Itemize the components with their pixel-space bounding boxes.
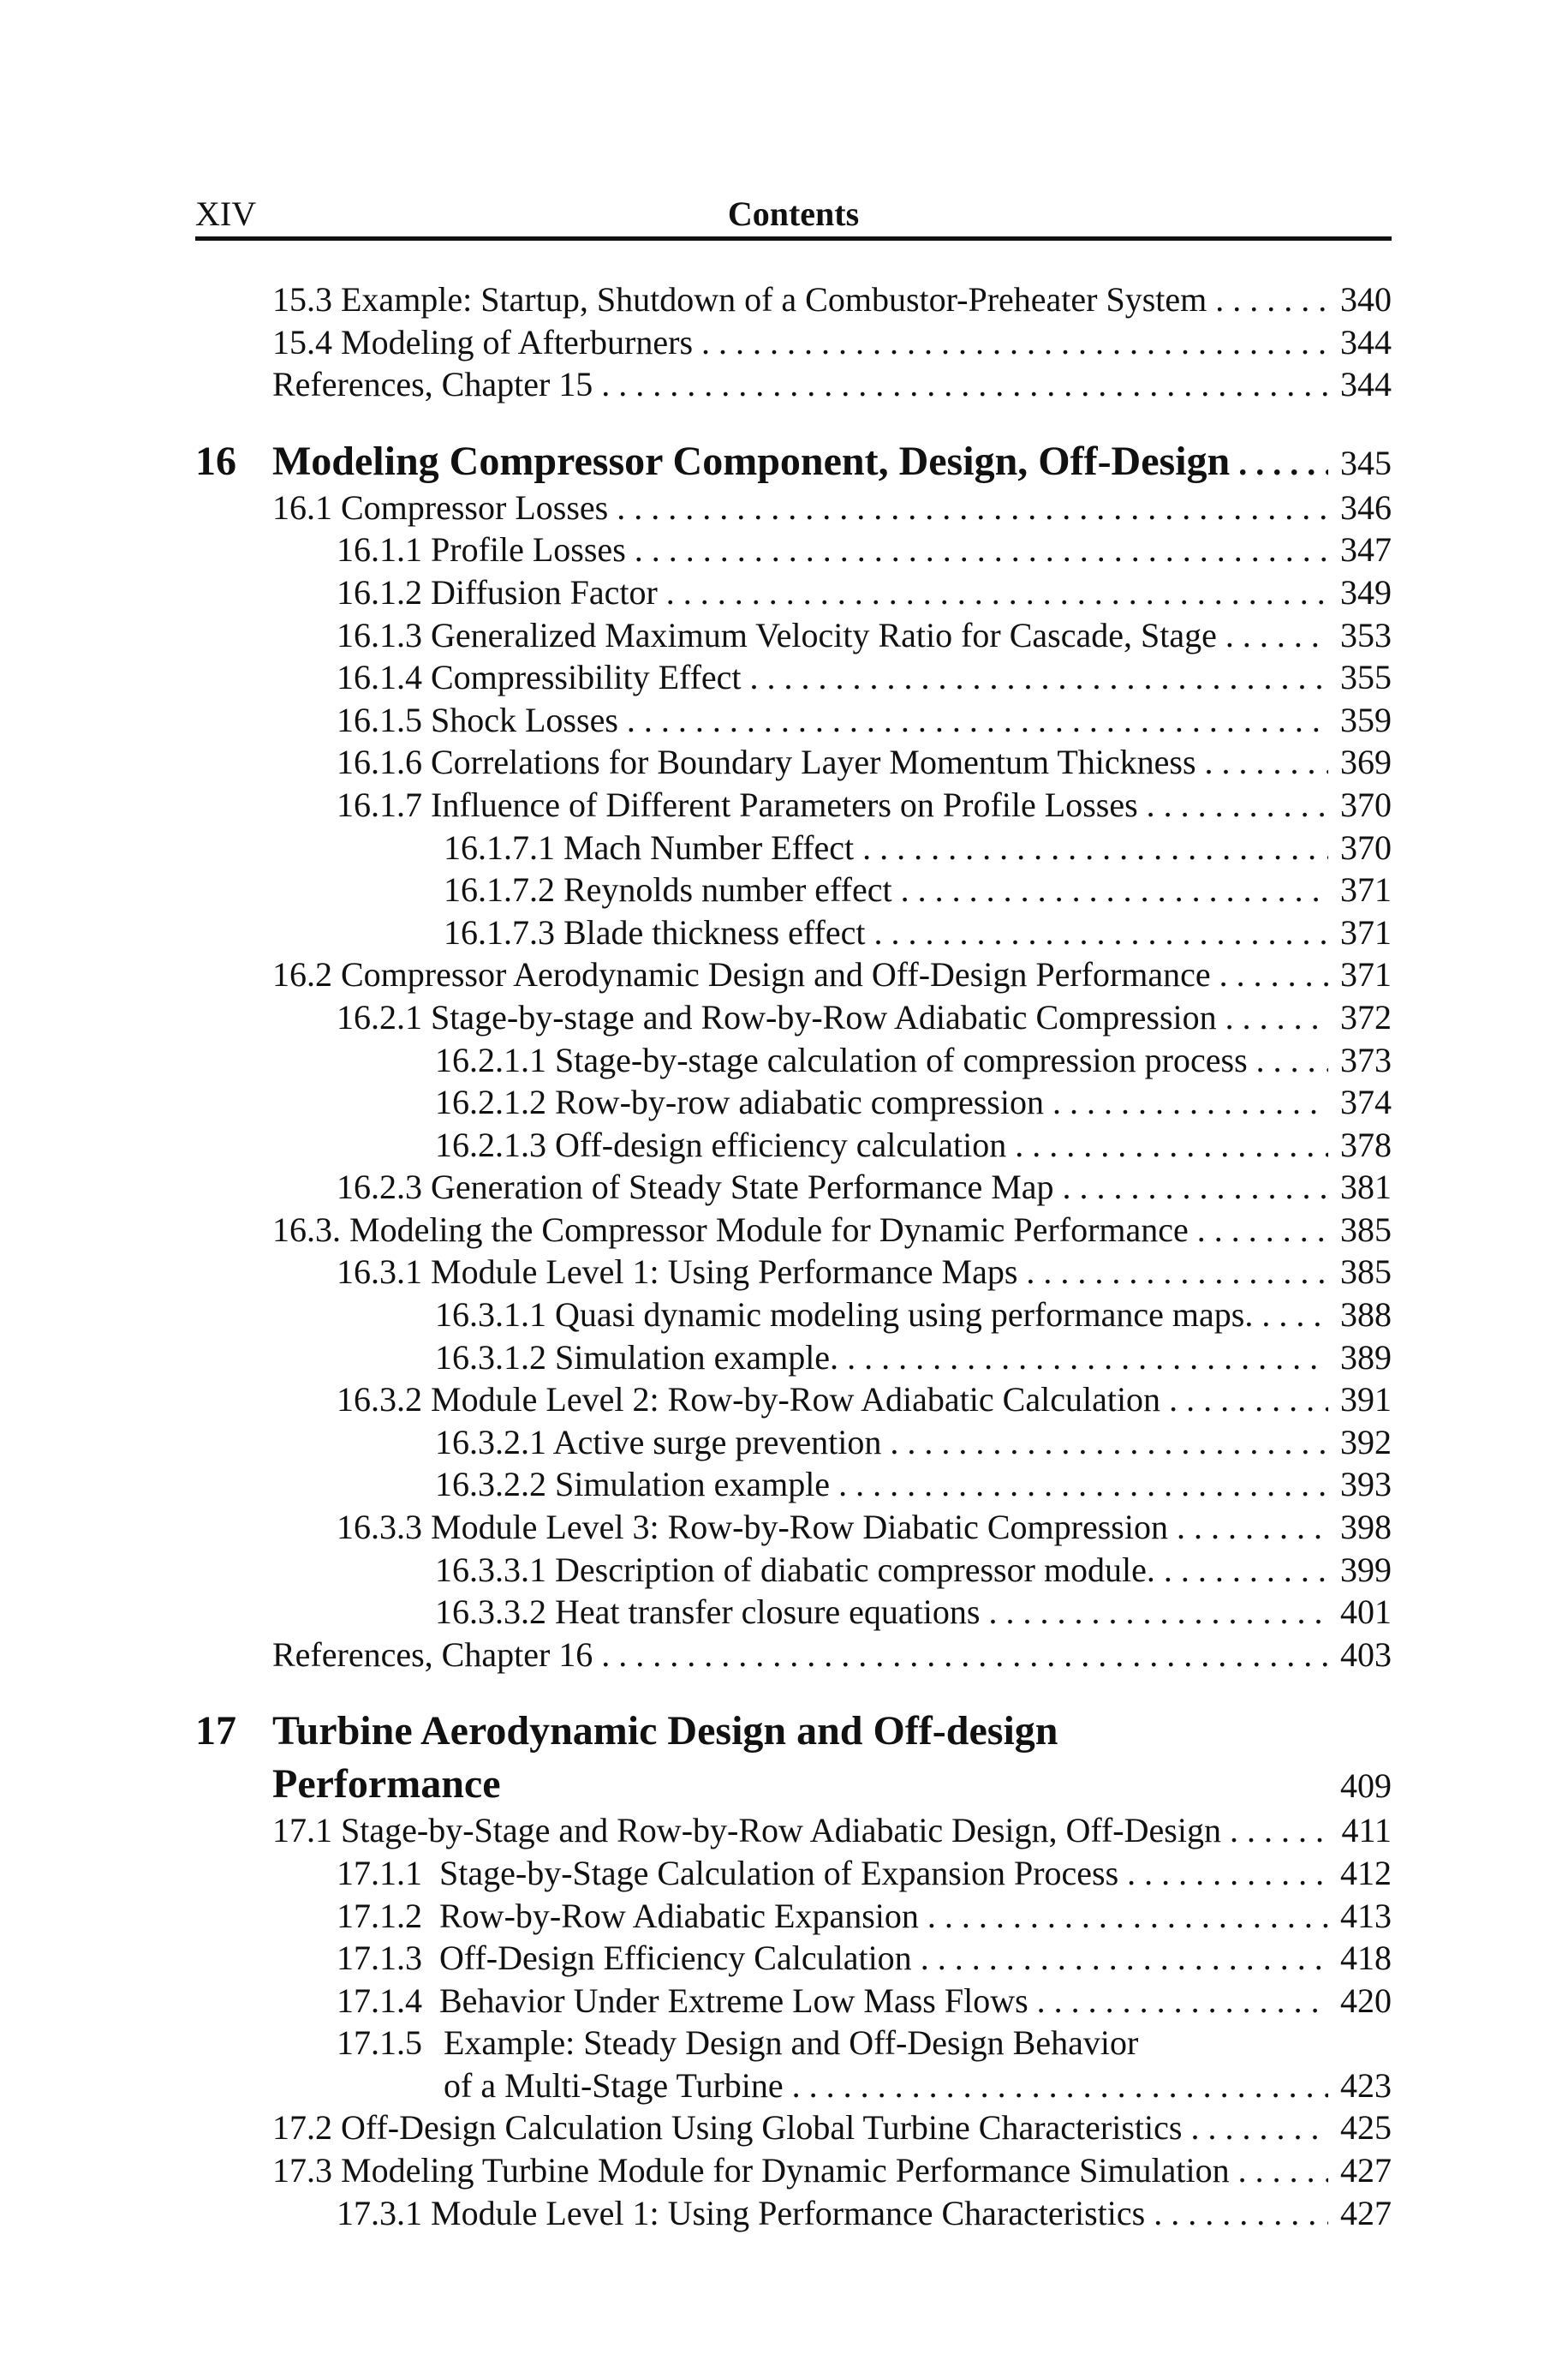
toc-entry[interactable]: 17.2 Off-Design Calculation Using Global Turbine Characteristics . . . 425 — [195, 2107, 1392, 2150]
toc-entry[interactable]: 16.3.1 Module Level 1: Using Performance Maps . . . 385 — [195, 1252, 1392, 1294]
toc-entry[interactable]: 16.3.3.2 Heat transfer closure equations . . . 401 — [195, 1592, 1392, 1634]
toc-entry[interactable]: 17.1.3 Off-Design Efficiency Calculation . . . 418 — [195, 1938, 1392, 1981]
toc-entry[interactable]: 16.3.1.2 Simulation example. . . . 389 — [195, 1337, 1392, 1380]
chapter-number: 17 — [195, 1708, 236, 1754]
chapter-page: 345 — [1340, 443, 1392, 482]
toc-entry[interactable]: 16.3.3 Module Level 3: Row-by-Row Diabatic Compression . . . 398 — [195, 1507, 1392, 1550]
toc-entry[interactable]: 16.1.5 Shock Losses . . . 359 — [195, 700, 1392, 743]
toc-entry[interactable]: 17.1.2 Row-by-Row Adiabatic Expansion . . . 413 — [195, 1896, 1392, 1939]
chapter-title: Modeling Compressor Component, Design, Off-Design — [272, 438, 1231, 484]
toc-entry[interactable]: 17.3.1 Module Level 1: Using Performance Characteristics . . . 427 — [195, 2193, 1392, 2236]
toc-entry[interactable]: 17.1.4 Behavior Under Extreme Low Mass Flows . . . 420 — [195, 1981, 1392, 2023]
running-title: Contents — [727, 194, 860, 233]
chapter-page: 409 — [1340, 1766, 1392, 1806]
toc-entry[interactable]: 15.3 Example: Startup, Shutdown of a Combustor-Preheater System . . . 340 — [195, 279, 1392, 322]
page-number: XIV — [195, 194, 257, 233]
toc-entry[interactable]: 16.2.1.1 Stage-by-stage calculation of compression process . . . 373 — [195, 1040, 1392, 1083]
toc-entry[interactable]: 16.1.1 Profile Losses . . . 347 — [195, 529, 1392, 572]
toc-entry[interactable]: 16.2.1.2 Row-by-row adiabatic compression . . . 374 — [195, 1082, 1392, 1125]
toc-entry[interactable]: 16.3. Modeling the Compressor Module for Dynamic Performance . . . 385 — [195, 1210, 1392, 1252]
chapter-heading-17[interactable] — [195, 1707, 1392, 1810]
toc-entry[interactable]: References, Chapter 15 . . . 344 — [195, 364, 1392, 407]
toc-entry[interactable]: 16.3.1.1 Quasi dynamic modeling using performance maps. . . . 388 — [195, 1294, 1392, 1337]
chapter-heading-16[interactable] — [195, 438, 1392, 487]
chapter-number: 16 — [195, 438, 236, 484]
toc-entry[interactable]: 16.1.7.1 Mach Number Effect . . . 370 — [195, 828, 1392, 870]
toc-entry[interactable]: 17.3 Modeling Turbine Module for Dynamic Performance Simulation . . . 427 — [195, 2150, 1392, 2193]
toc-entry[interactable]: 16.2.1 Stage-by-stage and Row-by-Row Adiabatic Compression . . . 372 — [195, 997, 1392, 1040]
toc-entry[interactable]: 16.2 Compressor Aerodynamic Design and Off-Design Performance . . . 371 — [195, 954, 1392, 997]
toc-entry[interactable]: 16.1.4 Compressibility Effect . . . 355 — [195, 657, 1392, 700]
toc-entry[interactable]: 16.1.7 Influence of Different Parameters on Profile Losses . . . 370 — [195, 785, 1392, 828]
toc-entry[interactable]: 16.1.7.2 Reynolds number effect . . . 371 — [195, 869, 1392, 912]
toc-entry[interactable]: 16.1.6 Correlations for Boundary Layer Momentum Thickness . . . 369 — [195, 742, 1392, 785]
table-of-contents — [195, 279, 1392, 2235]
toc-entry[interactable]: 17.1.5 Example: Steady Design and Off-Design Behavior of a Multi-Stage Turbine . . . 423 — [195, 2022, 1392, 2107]
toc-entry[interactable]: 15.4 Modeling of Afterburners . . . 344 — [195, 322, 1392, 365]
toc-entry[interactable]: 16.1.2 Diffusion Factor . . . 349 — [195, 572, 1392, 615]
chapter-title-line1: Turbine Aerodynamic Design and Off-design — [272, 1708, 1058, 1754]
toc-entry[interactable]: 16.1.7.3 Blade thickness effect . . . 371 — [195, 912, 1392, 955]
toc-entry[interactable]: 17.1.1 Stage-by-Stage Calculation of Expansion Process . . . 412 — [195, 1853, 1392, 1896]
toc-entry[interactable]: 16.1 Compressor Losses . . . 346 — [195, 487, 1392, 530]
page-header — [195, 192, 1392, 241]
toc-entry[interactable]: 16.2.3 Generation of Steady State Performance Map . . . 381 — [195, 1167, 1392, 1210]
toc-entry[interactable]: 16.3.2.1 Active surge prevention . . . 392 — [195, 1422, 1392, 1465]
toc-entry[interactable]: 16.2.1.3 Off-design efficiency calculation . . . 378 — [195, 1125, 1392, 1168]
toc-entry[interactable]: 17.1 Stage-by-Stage and Row-by-Row Adiabatic Design, Off-Design . . . 411 — [195, 1810, 1392, 1853]
toc-entry[interactable]: 16.3.2 Module Level 2: Row-by-Row Adiabatic Calculation . . . 391 — [195, 1379, 1392, 1422]
toc-entry[interactable]: References, Chapter 16 . . . 403 — [195, 1634, 1392, 1677]
toc-entry[interactable]: 16.3.3.1 Description of diabatic compressor module. . . . 399 — [195, 1550, 1392, 1592]
toc-entry[interactable]: 16.1.3 Generalized Maximum Velocity Ratio for Cascade, Stage . . . 353 — [195, 615, 1392, 658]
chapter-title-line2: Performance — [272, 1761, 501, 1807]
toc-entry[interactable]: 16.3.2.2 Simulation example . . . 393 — [195, 1464, 1392, 1507]
